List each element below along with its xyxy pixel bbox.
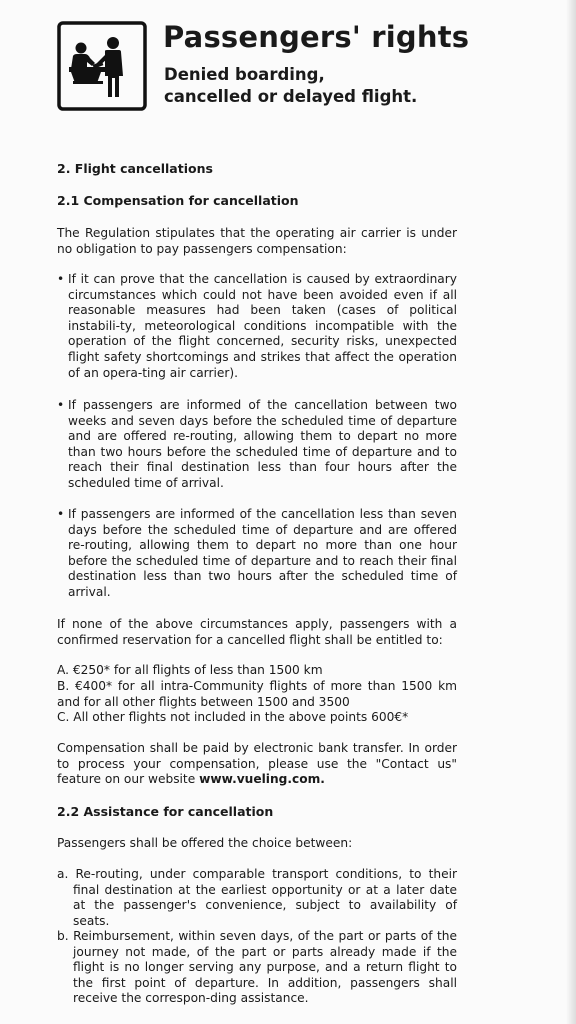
- bullet-dot-icon: •: [57, 398, 65, 412]
- payment-paragraph: [57, 741, 457, 788]
- subtitle-line-1: Denied boarding,: [164, 65, 325, 84]
- compensation-c: C. All other flights not included in the above points 600€*: [57, 710, 409, 724]
- choice-a-item: [57, 867, 457, 929]
- entitlement-paragraph: If none of the above circumstances apply, passengers with a confirmed reservation for a cancelled flight shall be entitled to:: [57, 617, 457, 647]
- bullet-dot-icon: •: [57, 507, 65, 521]
- bullet-item: [57, 507, 457, 601]
- section-2-1-title: 2.1 Compensation for cancellation: [57, 193, 299, 208]
- choice-intro: Passengers shall be offered the choice between:: [57, 836, 353, 850]
- compensation-a: A. €250* for all flights of less than 1500 km: [57, 663, 323, 677]
- choice-a-text: a. Re-routing, under comparable transport conditions, to their final destination at the earliest opportunity or at a later date at the passenger's convenience, subject to availability of seats.: [57, 867, 457, 928]
- compensation-b: B. €400* for all intra-Community flights of more than 1500 km and for all other flights between 1500 and 3500: [57, 679, 457, 709]
- vueling-website-link[interactable]: www.vueling.com.: [199, 772, 325, 787]
- check-in-desk-icon: [57, 21, 147, 111]
- bullet-item: [57, 272, 457, 381]
- bullet-text: If it can prove that the cancellation is caused by extraordinary circumstances which could not have been avoided even if all reasonable measures had been taken (cases of political instabili-ty, meteorological conditions incompatible with the operation of the flight concerned, security risks, unexpected flight safety shortcomings and strikes that affect the operation of an opera-ting air carrier).: [68, 272, 457, 380]
- payment-text: Compensation shall be paid by electronic bank transfer. In order to process your compensation, please use the "Contact us" feature on our website: [57, 741, 457, 787]
- intro-paragraph: The Regulation stipulates that the operating air carrier is under no obligation to pay passengers compensation:: [57, 226, 457, 256]
- bullet-text: If passengers are informed of the cancellation between two weeks and seven days before the scheduled time of departure and are offered re-routing, allowing them to depart no more than two hours before the scheduled time of departure and to reach their final destination less than four hours after the scheduled time of arrival.: [68, 398, 457, 490]
- choice-b-text: b. Reimbursement, within seven days, of the part or parts of the journey not made, of the part or parts already made if the flight is no longer serving any purpose, and a return flight to the first point of departure. In addition, passengers shall receive the correspon-ding assistance.: [57, 929, 457, 1006]
- right-column-clip: [500, 0, 576, 1024]
- bullet-text: If passengers are informed of the cancellation less than seven days before the scheduled time of departure and are offered re-routing, allowing them to depart no more than one hour before the scheduled time of departure and to reach their final destination less than two hours after the scheduled time of arrival.: [68, 507, 457, 599]
- page-title: Passengers' rights: [163, 20, 470, 54]
- bullet-item: [57, 398, 457, 492]
- choice-b-item: [57, 929, 457, 1007]
- section-2-title: 2. Flight cancellations: [57, 161, 213, 176]
- subtitle-line-2: cancelled or delayed flight.: [164, 87, 418, 106]
- section-2-2-title: 2.2 Assistance for cancellation: [57, 804, 274, 819]
- page-subtitle: [164, 64, 417, 108]
- bullet-dot-icon: •: [57, 272, 65, 286]
